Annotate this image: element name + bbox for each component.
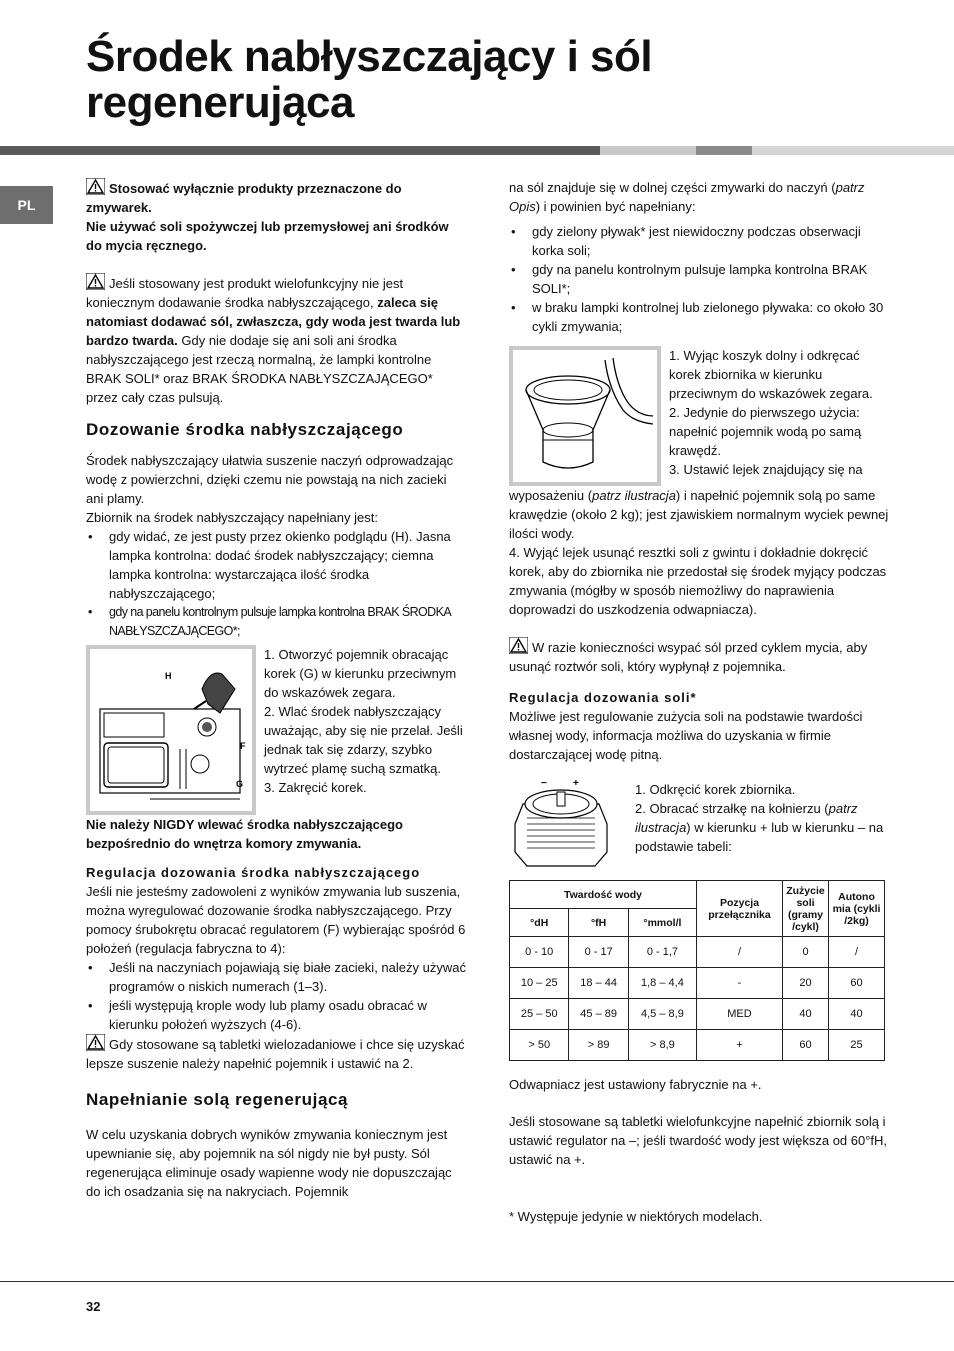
section-heading-dozowanie: Dozowanie środka nabłyszczającego — [86, 420, 404, 439]
list-item: • w braku lampki kontrolnej lub zielonego pływaka: co około 30 cykli zmywania; — [509, 298, 889, 336]
figure-salt-container — [509, 346, 889, 486]
table-row: > 50 > 89 > 8,9 + 60 25 — [510, 1030, 885, 1061]
bullet-list — [86, 958, 466, 1034]
footnote: * Występuje jedynie w niektórych modelach. — [509, 1209, 763, 1224]
rinse-aid-drawing — [90, 649, 252, 811]
paragraph: Odwapniacz jest ustawiony fabrycznie na +. — [509, 1077, 762, 1092]
table-subheader: °fH — [569, 909, 628, 937]
table-header: Zużycie soli (gramy /cykl) — [783, 881, 829, 937]
salt-regulator-illustration — [509, 774, 613, 870]
paragraph: Jeśli stosowane są tabletki wielofunkcyjne napełnić zbiornik solą i ustawić regulator na –; jeśli twardość wody jest większa od 60°fH, ustawić na +. — [509, 1114, 888, 1167]
salt-steps: 1. Wyjąc koszyk dolny i odkręcać korek zbiornika w kierunku przeciwnym do wskazówek zegara. 2. Jedynie do pierwszego użycia: napełnić pojemnik wodą po samą krawędź. 3. Ustawić lejek znajdujący się na — [669, 348, 873, 477]
paragraph: Jeśli nie jesteśmy zadowoleni z wyników zmywania lub suszenia, można wyregulować dozowanie środka nabłyszczającego. Przy pomocy śrubokrętu obracać regulatorem (F) wybierając spośród 6 położeń (regulacja fabryczna to 4): — [86, 884, 466, 956]
figure-label-g: G — [236, 779, 244, 789]
regulator-plus-mark: + — [573, 778, 579, 789]
table-header: Twardość wody — [510, 881, 697, 909]
section-heading-regulacja-soli: Regulacja dozowania soli* — [509, 690, 697, 705]
table-subheader: °mmol/l — [628, 909, 696, 937]
bullet-list — [86, 527, 466, 641]
section-heading-regulacja-nablyszczacz: Regulacja dozowania środka nabłyszczającego — [86, 865, 421, 880]
list-item: • gdy na panelu kontrolnym pulsuje lampka kontrolna BRAK ŚRODKA NABŁYSZCZAJĄCEGO*; — [86, 603, 466, 641]
table-header: Autono mia (cykli /2kg) — [829, 881, 885, 937]
regulator-minus-mark: − — [541, 778, 547, 789]
table-row: 0 - 10 0 - 17 0 - 1,7 / 0 / — [510, 937, 885, 968]
page-title: Środek nabłyszczający i sól regenerująca — [86, 32, 653, 127]
bullet-list — [509, 222, 889, 336]
rinse-aid-illustration — [86, 645, 256, 815]
list-item: • gdy zielony pływak* jest niewidoczny podczas obserwacji korka soli; — [509, 222, 889, 260]
section-heading-napelnianie: Napełnianie solą regenerującą — [86, 1090, 349, 1109]
paragraph: Możliwe jest regulowanie zużycia soli na podstawie twardości własnej wody, informacja możliwa do uzyskania w firmie dostarczającej wodę pitną. — [509, 709, 863, 762]
paragraph: W celu uzyskania dobrych wyników zmywania koniecznym jest upewnianie się, aby pojemnik na sól nigdy nie był pusty. Sól regenerująca eliminuje osady wapienne wody nie dopuszczając do ich osadzania się na nakryciach. Pojemnik — [86, 1127, 452, 1199]
salt-container-illustration — [509, 346, 661, 486]
page-number: 32 — [86, 1299, 101, 1314]
figure-label-f: F — [240, 741, 246, 751]
list-item: • gdy widać, ze jest pusty przez okienko podglądu (H). Jasna lampka kontrolna: dodać środek nabłyszczający; ciemna lampka kontrolna: wystarczająca ilość środka nabłyszczającego; — [86, 527, 466, 603]
warning-salt: W razie konieczności wsypać sól przed cyklem mycia, aby usunąć roztwór soli, który wypłynął z pojemnika. — [509, 637, 889, 676]
paragraph: Środek nabłyszczający ułatwia suszenie naczyń odprowadzając wodę z powierzchni, dzięki czemu nie powstają na nich zacieki ani plamy. — [86, 453, 454, 506]
footer-rule — [0, 1281, 954, 1282]
paragraph: wyposażeniu (patrz ilustracja) i napełnić pojemnik solą po same krawędzie (około 2 kg); jest zjawiskiem normalnym wyciek pewnej ilości wody. — [509, 488, 889, 541]
warning-tablets: Gdy stosowane są tabletki wielozadaniowe i chce się uzyskać lepsze suszenie należy napełnić pojemnik i ustawić na 2. — [86, 1034, 466, 1073]
warning-products: Stosować wyłącznie produkty przeznaczone do zmywarek. Nie używać soli spożywczej lub przemysłowej ani środków do mycia ręcznego. — [86, 178, 466, 255]
figure-salt-regulator — [509, 774, 889, 870]
warning-icon — [86, 1034, 105, 1051]
left-column — [86, 178, 466, 1201]
figure-label-h: H — [165, 671, 172, 681]
table-subheader: °dH — [510, 909, 569, 937]
salt-container-drawing — [513, 350, 657, 482]
regulator-steps: 1. Odkręcić korek zbiornika. 2. Obracać strzałkę na kołnierzu (patrz ilustracja) w kierunku + lub w kierunku – na podstawie tabeli: — [635, 782, 884, 854]
table-row: 10 – 25 18 – 44 1,8 – 4,4 - 20 60 — [510, 968, 885, 999]
list-item: • Jeśli na naczyniach pojawiają się białe zacieki, należy używać programów o niskich numerach (1–3). — [86, 958, 466, 996]
never-warning: Nie należy NIGDY wlewać środka nabłyszczającego bezpośrednio do wnętrza komory zmywania. — [86, 817, 403, 851]
salt-table — [509, 880, 885, 1061]
header-rule — [0, 146, 954, 155]
warning-icon — [509, 637, 528, 654]
rinse-aid-steps: 1. Otworzyć pojemnik obracając korek (G) w kierunku przeciwnym do wskazówek zegara. 2. Wlać środek nabłyszczający uważając, aby się nie przelał. Jeśli jednak tak się zdarzy, szybko wytrzeć plamę suchą szmatką. 3. Zakręcić korek. — [264, 647, 463, 795]
salt-regulator-drawing — [509, 774, 613, 870]
paragraph: Zbiornik na środek nabłyszczający napełniany jest: — [86, 510, 378, 525]
right-column — [509, 178, 889, 1226]
warning-multifunction: Jeśli stosowany jest produkt wielofunkcyjny nie jest koniecznym dodawanie środka nabłyszczającego, zaleca się natomiast dodawać sól, zwłaszcza, gdy woda jest twarda lub bardzo twarda. Gdy nie dodaje się ani soli ani środka nabłyszczającego jest rzeczą normalną, że lampki kontrolne BRAK SOLI* oraz BRAK ŚRODKA NABŁYSZCZAJĄCEGO* przez cały czas pulsują. — [86, 273, 466, 407]
list-item: • jeśli występują krople wody lub plamy osadu obracać w kierunku położeń wyższych (4-6). — [86, 996, 466, 1034]
paragraph: 4. Wyjąć lejek usunąć resztki soli z gwintu i dokładnie dokręcić korek, aby do zbiornika nie przedostał się środek myjący podczas zmywania (mógłby w sposób niemożliwy do naprawienia doprowadzi do uszkodzenia odwapniacza). — [509, 545, 887, 617]
language-tab: PL — [0, 186, 53, 224]
paragraph: na sól znajduje się w dolnej części zmywarki do naczyń (patrz Opis) i powinien być napełniany: — [509, 180, 865, 214]
table-row: 25 – 50 45 – 89 4,5 – 8,9 MED 40 40 — [510, 999, 885, 1030]
warning-icon — [86, 178, 105, 195]
figure-rinse-aid — [86, 645, 466, 815]
list-item: • gdy na panelu kontrolnym pulsuje lampka kontrolna BRAK SOLI*; — [509, 260, 889, 298]
warning-icon — [86, 273, 105, 290]
table-header: Pozycja przełącznika — [697, 881, 783, 937]
